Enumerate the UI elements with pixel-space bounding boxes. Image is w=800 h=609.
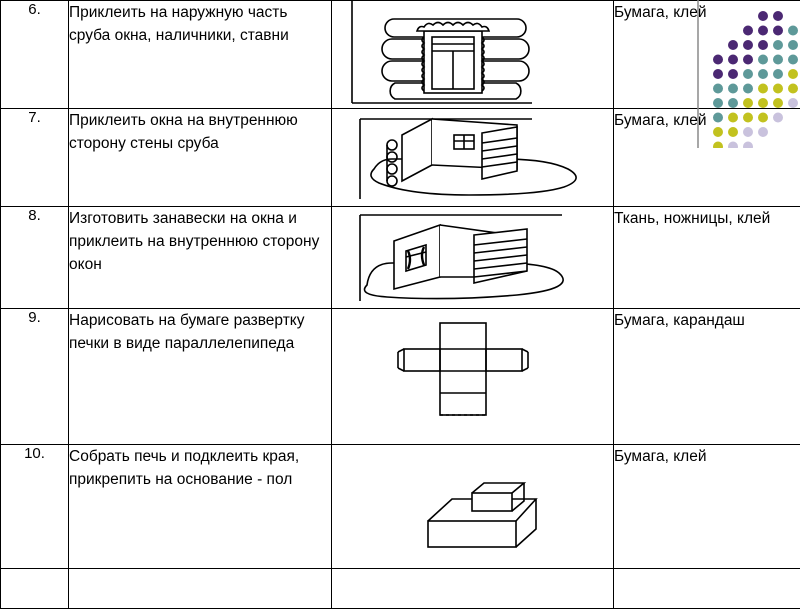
decorative-dot (743, 98, 753, 108)
decorative-dot (788, 69, 798, 79)
decorative-dot (713, 127, 723, 137)
table-row (1, 207, 800, 309)
decorative-dot (788, 84, 798, 94)
decorative-dot (758, 113, 768, 123)
decorative-dot (713, 55, 723, 65)
walls-with-curtained-window-icon (332, 207, 614, 309)
decorative-dot (773, 26, 783, 36)
decorative-dot (713, 142, 723, 149)
step-illustration-cell (332, 569, 614, 609)
decorative-dot (788, 55, 798, 65)
decorative-dot (728, 127, 738, 137)
decorative-dot (773, 55, 783, 65)
step-materials: Бумага, клей (614, 1, 800, 109)
decorative-dot (773, 69, 783, 79)
decorative-dot (758, 55, 768, 65)
decorative-dot (728, 40, 738, 50)
decorative-dot (758, 11, 768, 21)
decorative-dot (728, 69, 738, 79)
log-wall-with-window-icon (332, 1, 614, 109)
assembled-stove-icon (332, 445, 614, 569)
decorative-dot (728, 142, 738, 149)
decorative-dot (743, 55, 753, 65)
decorative-dot (758, 26, 768, 36)
step-illustration-cell (332, 309, 614, 445)
decorative-dot (773, 40, 783, 50)
table-row (1, 445, 800, 569)
decorative-dot (743, 40, 753, 50)
step-description: Нарисовать на бумаге развертку печки в виде параллелепипеда (69, 309, 332, 445)
step-number: 9. (1, 309, 69, 445)
decorative-dot (788, 26, 798, 36)
step-materials: Ткань, ножницы, клей (614, 207, 800, 309)
step-illustration-cell (332, 445, 614, 569)
decorative-dot (713, 84, 723, 94)
step-description (69, 569, 332, 609)
step-materials: Бумага, клей (614, 109, 800, 207)
decorative-dot (773, 11, 783, 21)
stove-net-diagram-icon (332, 309, 614, 445)
decorative-dot (743, 69, 753, 79)
decorative-dot (743, 113, 753, 123)
step-description: Изготовить занавески на окна и приклеить на внутреннюю сторону окон (69, 207, 332, 309)
step-illustration-cell (332, 207, 614, 309)
decorative-dot (758, 84, 768, 94)
decorative-dot (773, 98, 783, 108)
step-number: 10. (1, 445, 69, 569)
step-materials: Бумага, клей (614, 445, 800, 569)
decorative-dot (758, 127, 768, 137)
decorative-dot (713, 69, 723, 79)
step-number (1, 569, 69, 609)
table-row (1, 309, 800, 445)
step-number: 8. (1, 207, 69, 309)
step-description: Приклеить окна на внутреннюю сторону стены сруба (69, 109, 332, 207)
decorative-dot (728, 113, 738, 123)
decorative-dot (713, 113, 723, 123)
step-materials: Бумага, карандаш (614, 309, 800, 445)
decorative-dot (758, 40, 768, 50)
decorative-dot (743, 127, 753, 137)
decorative-dot (743, 26, 753, 36)
decorative-dot (728, 55, 738, 65)
decorative-dot (773, 113, 783, 123)
corner-walls-with-window-icon (332, 109, 614, 207)
decorative-dot (788, 40, 798, 50)
table-row (1, 569, 800, 609)
step-materials (614, 569, 800, 609)
dot-grid (713, 11, 798, 148)
step-illustration-cell (332, 1, 614, 109)
decorative-dot (743, 84, 753, 94)
decorative-dot (758, 69, 768, 79)
decorative-dot-grid (668, 0, 800, 148)
step-number: 7. (1, 109, 69, 207)
decorative-dot (728, 84, 738, 94)
decorative-dot (773, 84, 783, 94)
decorative-dot (713, 98, 723, 108)
step-description: Приклеить на наружную часть сруба окна, наличники, ставни (69, 1, 332, 109)
decorative-dot (788, 98, 798, 108)
step-number: 6. (1, 1, 69, 109)
decorative-dot (758, 98, 768, 108)
step-illustration-cell (332, 109, 614, 207)
decorative-dot (728, 98, 738, 108)
decorative-dot (743, 142, 753, 149)
step-description: Собрать печь и подклеить края, прикрепить на основание - пол (69, 445, 332, 569)
